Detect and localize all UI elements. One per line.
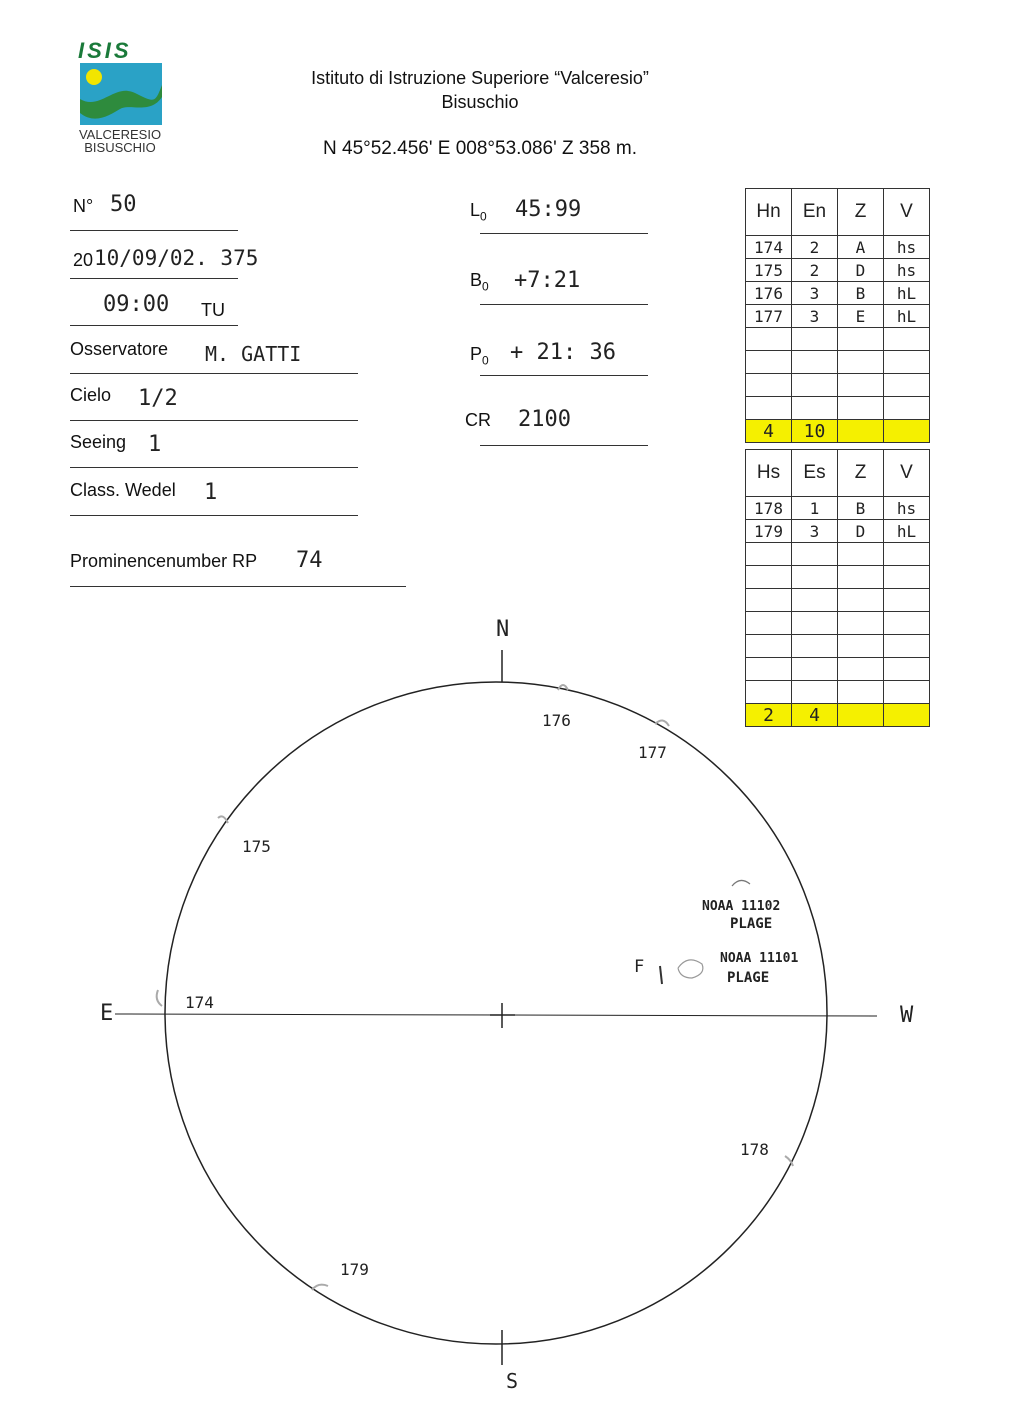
prominence-label-176: 176 <box>542 711 571 730</box>
logo-caption-line-2: BISUSCHIO <box>84 140 156 155</box>
header-en: En <box>792 189 838 236</box>
east-label: E <box>100 1001 114 1026</box>
prominence-label: Prominencenumber RP <box>70 551 258 571</box>
date-value: 10/09/02. 375 <box>94 246 259 270</box>
prominence-value: 74 <box>296 548 323 573</box>
observatory-coordinates: N 45°52.456' E 008°53.086' Z 358 m. <box>323 138 637 159</box>
cell: hL <box>884 282 930 305</box>
l0-letter: L <box>470 200 481 220</box>
cell: B <box>838 497 884 520</box>
solar-disk-circle <box>165 682 827 1344</box>
header-v: V <box>884 189 930 236</box>
b0-value: +7:21 <box>514 268 581 293</box>
observer-label: Osservatore <box>70 339 169 359</box>
p0-value: + 21: 36 <box>510 340 616 365</box>
prominence-label-174: 174 <box>185 993 214 1012</box>
cell: 177 <box>746 305 792 328</box>
b0-sub: 0 <box>482 279 489 294</box>
cell: 3 <box>792 520 838 543</box>
cr-label: CR <box>465 410 491 430</box>
prominence-label-178: 178 <box>740 1140 769 1159</box>
cell: 3 <box>792 282 838 305</box>
sky-label: Cielo <box>70 385 112 405</box>
cell: 3 <box>792 305 838 328</box>
p0-sub: 0 <box>482 353 489 368</box>
cell: 179 <box>746 520 792 543</box>
cell: 178 <box>746 497 792 520</box>
l0-sub: 0 <box>480 209 487 224</box>
prominence-label-179: 179 <box>340 1260 369 1279</box>
header-v: V <box>884 450 930 497</box>
time-value: 09:00 <box>103 292 170 317</box>
total-elements: 4 <box>792 704 838 727</box>
plage-sketch <box>678 960 703 978</box>
date-prefix: 20 <box>73 250 94 270</box>
west-label: W <box>900 1003 914 1028</box>
total-groups: 4 <box>746 420 792 443</box>
logo-text: ISIS <box>78 38 132 63</box>
p0-letter: P <box>470 344 483 364</box>
cell: D <box>838 259 884 282</box>
l0-value: 45:99 <box>515 197 582 222</box>
seeing-value: 1 <box>148 432 162 457</box>
b0-letter: B <box>470 270 483 290</box>
cell: A <box>838 236 884 259</box>
cell: hs <box>884 259 930 282</box>
header-hs: Hs <box>746 450 792 497</box>
institute-town: Bisuschio <box>441 92 519 112</box>
header-es: Es <box>792 450 838 497</box>
cell: hs <box>884 236 930 259</box>
cell: hs <box>884 497 930 520</box>
plage-label-2: PLAGE <box>727 970 770 986</box>
cell: D <box>838 520 884 543</box>
plage-label-1: PLAGE <box>730 916 773 932</box>
cell: 174 <box>746 236 792 259</box>
noaa-11101-label: NOAA 11101 <box>720 951 799 966</box>
header-hn: Hn <box>746 189 792 236</box>
filament-label: F <box>634 957 645 977</box>
institute-name: Istituto di Istruzione Superiore “Valceresio” <box>311 68 649 88</box>
seeing-label: Seeing <box>70 432 127 452</box>
cell: 175 <box>746 259 792 282</box>
plage-sketch <box>732 880 750 886</box>
cell: hL <box>884 520 930 543</box>
number-value: 50 <box>110 192 137 217</box>
cr-value: 2100 <box>518 407 571 432</box>
cell: 2 <box>792 259 838 282</box>
cell: B <box>838 282 884 305</box>
header-z: Z <box>838 450 884 497</box>
cell: 1 <box>792 497 838 520</box>
total-groups: 2 <box>746 704 792 727</box>
wedel-label: Class. Wedel <box>70 480 176 500</box>
filament-sketch <box>660 966 662 984</box>
noaa-11102-label: NOAA 11102 <box>702 899 781 914</box>
sky-value: 1/2 <box>138 386 178 411</box>
number-label: N° <box>73 196 94 216</box>
logo-caption-line-1: VALCERESIO <box>78 127 162 142</box>
south-label: S <box>506 1369 519 1393</box>
prominence-label-175: 175 <box>242 837 271 856</box>
cell: 176 <box>746 282 792 305</box>
prominence-mark <box>157 990 162 1006</box>
prominence-label-177: 177 <box>638 743 667 762</box>
header-z: Z <box>838 189 884 236</box>
wedel-value: 1 <box>204 480 218 505</box>
cell: 2 <box>792 236 838 259</box>
prominence-mark <box>655 720 669 726</box>
prominence-mark <box>218 816 228 823</box>
north-label: N <box>496 617 510 642</box>
total-elements: 10 <box>792 420 838 443</box>
cell: E <box>838 305 884 328</box>
cell: hL <box>884 305 930 328</box>
observer-value: M. GATTI <box>205 342 302 366</box>
time-label: TU <box>201 300 225 320</box>
